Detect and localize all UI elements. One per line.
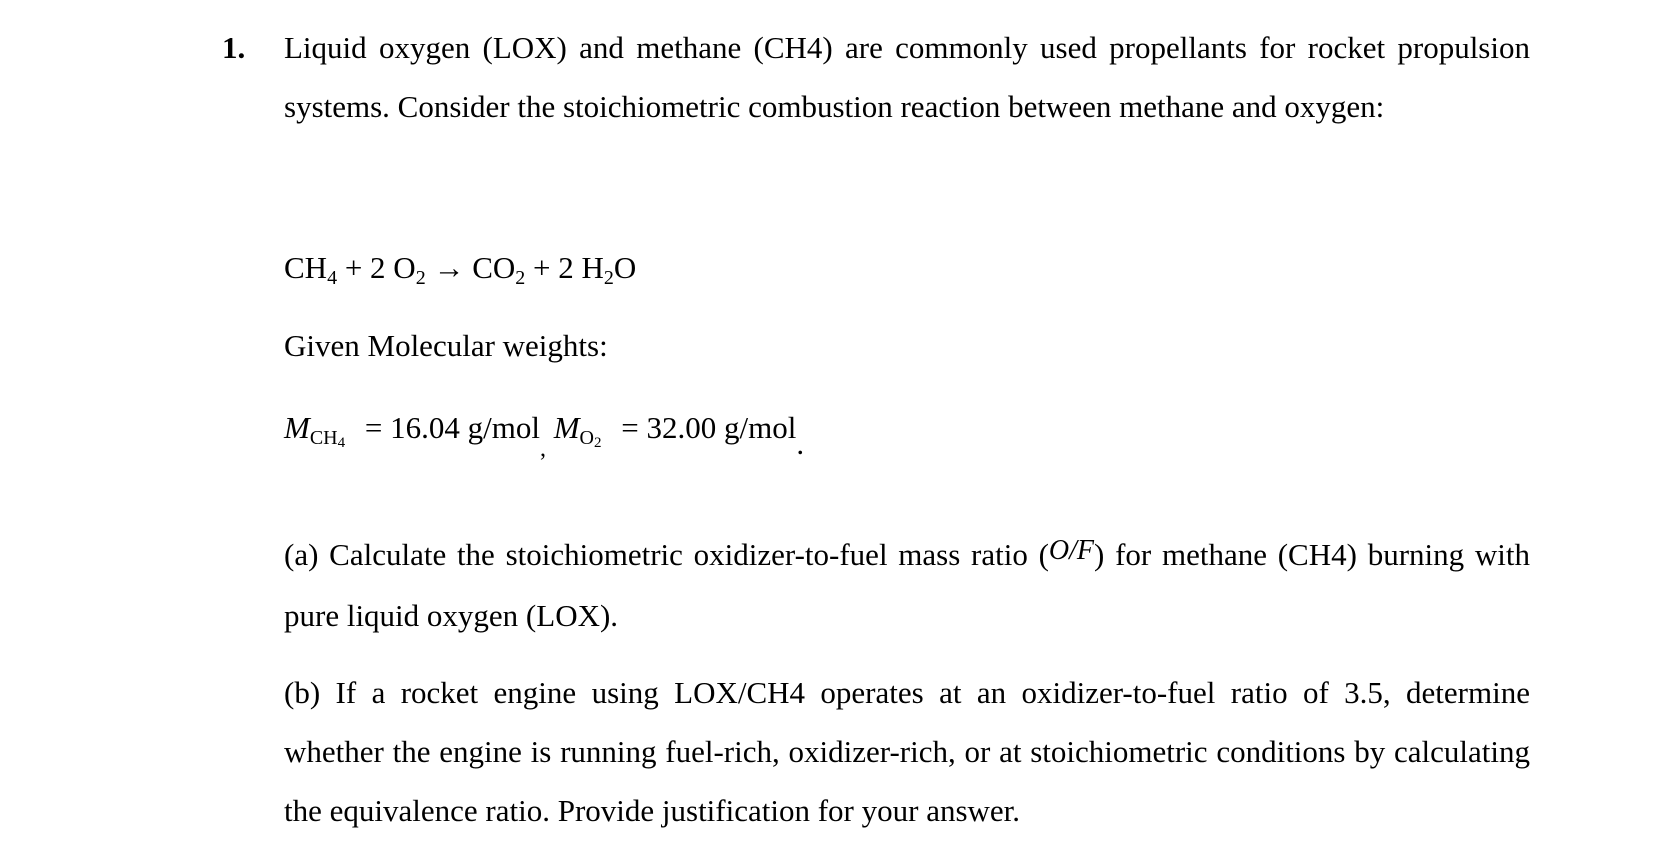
- o2-label: O: [579, 427, 594, 449]
- h2o-subscript: 2: [603, 267, 614, 289]
- co2-subscript: 2: [515, 267, 526, 289]
- m-ch4-symbol: M: [284, 410, 310, 445]
- comma-separator: ,: [539, 436, 546, 462]
- period-mark: .: [796, 426, 805, 461]
- part-a-after: ) for methane (CH4) burning with pure liquid oxygen (LOX).: [284, 537, 1530, 633]
- h2o-end: O: [613, 250, 637, 285]
- o2-label-sub: 2: [593, 435, 602, 451]
- ratio-symbol: O/F: [1048, 535, 1095, 566]
- o2-subscript: 2: [415, 267, 426, 289]
- part-a-text: [284, 525, 1530, 645]
- ch4-label: CH: [309, 427, 338, 449]
- plus-o2: + 2 O: [344, 250, 416, 285]
- molecular-weights-heading: Given Molecular weights:: [284, 328, 608, 363]
- arrow-co2: → CO: [433, 250, 516, 285]
- molecular-weights-line: [284, 408, 805, 462]
- part-a-before: (a) Calculate the stoichiometric oxidizer-to-fuel mass ratio (: [284, 537, 1049, 572]
- ch4-weight-value: = 16.04 g/mol: [364, 410, 540, 445]
- reactant-ch4: CH: [284, 250, 328, 285]
- part-b-text: (b) If a rocket engine using LOX/CH4 operates at an oxidizer-to-fuel ratio of 3.5, determine whether the engine is running fuel-rich, oxidizer-rich, or at stoichiometric conditions by calculating the equivalence ratio. Provide justification for your answer.: [284, 675, 1530, 828]
- plus-h2o: + 2 H: [533, 250, 604, 285]
- m-o2-symbol: M: [553, 410, 580, 445]
- reaction-equation: [284, 248, 636, 288]
- question-number: 1.: [222, 30, 246, 65]
- ch4-subscript: 4: [327, 267, 338, 289]
- o2-weight-value: = 32.00 g/mol: [621, 410, 797, 445]
- question-intro: Liquid oxygen (LOX) and methane (CH4) are commonly used propellants for rocket propulsion systems. Consider the stoichiometric combustion reaction between methane and oxygen:: [284, 30, 1530, 124]
- ch4-label-sub: 4: [337, 435, 346, 451]
